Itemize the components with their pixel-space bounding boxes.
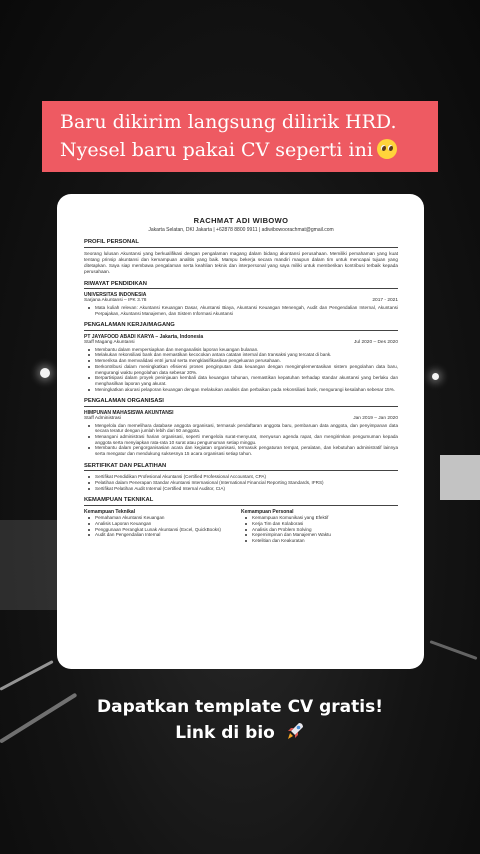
list-item: Audit dan Pengendalian Internal bbox=[84, 532, 235, 538]
education-bullets bbox=[84, 305, 398, 316]
company-name: PT JAYAFOOD ABADI KARYA – Jakarta, Indonesia bbox=[84, 333, 204, 340]
list-item: Ketelitian dan Keakuratan bbox=[241, 538, 392, 544]
list-item: Analisis Laporan Keuangan bbox=[84, 521, 235, 527]
background-building bbox=[440, 455, 480, 500]
section-heading-certificates: SERTIFIKAT DAN PELATIHAN bbox=[84, 463, 398, 472]
education-row bbox=[84, 298, 398, 304]
list-item: Pemahaman Akuntansi Keuangan bbox=[84, 515, 235, 521]
list-item: Mengelola dan memelihara database anggota organisasi, termasuk pendaftaran anggota baru, pembaruan data anggota, dan penyimpanan data secara teratur dengan jumlah lebih dari 50 anggota. bbox=[84, 423, 398, 434]
list-item: Kepemimpinan dan Manajemen Waktu bbox=[241, 532, 392, 538]
section-heading-education: RIWAYAT PENDIDIKAN bbox=[84, 281, 398, 290]
list-item: Pelatihan dalam Penerapan Standar Akuntansi Internasional (International Financial Reporting Standards, IFRS) bbox=[84, 480, 398, 486]
degree: Sarjana Akuntansi – IPK 3.78 bbox=[84, 298, 147, 304]
job-dates: Jul 2020 – Des 2020 bbox=[353, 339, 398, 345]
skills-columns bbox=[84, 509, 398, 544]
technical-skills bbox=[84, 509, 241, 544]
organization-row bbox=[84, 416, 398, 422]
call-to-action bbox=[0, 694, 480, 749]
list-item: Kerja Tim dan Kolaborasi bbox=[241, 521, 392, 527]
section-heading-skills: KEMAMPUAN TEKNIKAL bbox=[84, 497, 398, 506]
list-item: Melakukan rekonsiliasi bank dan memastikan kecocokan antara catatan internal dan transaksi yang tercatat di bank. bbox=[84, 352, 398, 358]
list-item: Mata kuliah relevan: Akuntansi Keuangan Dasar, Akuntansi Biaya, Akuntansi Keuangan Menengah, Audit dan Pengendalian Internal, Akuntansi Perpajakan, Akuntansi Manajemen, dan Sistem Informasi Akuntansi bbox=[84, 305, 398, 316]
headline-line-1: Baru dikirim langsung dilirik HRD. bbox=[60, 111, 397, 133]
cta-line-2: Link di bio bbox=[0, 720, 480, 749]
light-streak bbox=[0, 660, 54, 691]
section-heading-profile: PROFIL PERSONAL bbox=[84, 239, 398, 248]
experience-bullets bbox=[84, 347, 398, 393]
list-item: Berpartisipasi dalam proyek peninjauan kembali data keuangan tahunan, memastikan kepatuhan terhadap standar akuntansi yang berlaku dan menghasilkan laporan yang akurat. bbox=[84, 375, 398, 386]
headline-line-2: Nyesel baru pakai CV seperti ini bbox=[60, 136, 430, 164]
list-item: Berkontribusi dalam meningkatkan efisiensi proses penginputan data keuangan dengan mengimplementasikan sistem pengolahan data baru, mengurangi waktu pengolahan data sebesar 20%. bbox=[84, 364, 398, 375]
personal-skills bbox=[241, 509, 398, 544]
organization-bullets bbox=[84, 423, 398, 457]
list-item: Kemampuan Komunikasi yang Efektif bbox=[241, 515, 392, 521]
organization-dates: Jan 2019 – Jan 2020 bbox=[353, 415, 398, 421]
organization-role: Staff Administrasi bbox=[84, 415, 121, 421]
list-item: Membantu dalam pengorganisasian acara dan kegiatan organisasi, termasuk pengaturan tempat, peralatan, dan kebutuhan administratif lainnya serta mengatur dan mendukung suksesnya 15 acara organisasi setiap tahun. bbox=[84, 445, 398, 456]
cv-document bbox=[57, 194, 424, 669]
cv-contact: Jakarta Selatan, DKI Jakarta | +62878 8800 9911 | adiwibowoorachmat@gmail.com bbox=[148, 227, 334, 233]
cv-name: RACHMAT ADI WIBOWO bbox=[193, 216, 289, 225]
school-name: UNIVERSITAS INDONESIA bbox=[84, 292, 147, 299]
rocket-icon bbox=[285, 721, 305, 749]
street-lamp bbox=[40, 368, 50, 378]
background-building bbox=[0, 520, 60, 610]
personal-skills-title: Kemampuan Personal bbox=[241, 508, 294, 515]
organization-name: HIMPUNAN MAHASISWA AKUNTANSI bbox=[84, 409, 174, 416]
section-heading-organization: PENGALAMAN ORGANISASI bbox=[84, 398, 398, 407]
list-item: Sertifikat Pelatihan Audit Internal (Certified Internal Auditor, CIA) bbox=[84, 486, 398, 492]
list-item: Menangani administrasi harian organisasi, seperti mengelola surat-menyurat, menyusun agenda rapat, dan mengirimkan pengumuman kepada anggota serta menyiapkan rata-rata 10 surat atau pengumuman setiap minggu. bbox=[84, 434, 398, 445]
cta-line-1: Dapatkan template CV gratis! bbox=[97, 697, 383, 717]
light-streak bbox=[429, 640, 477, 660]
job-role: Staff Magang Akuntansi bbox=[84, 339, 135, 345]
list-item: Memeriksa dan memvalidasi entri jurnal serta mengklasifikasikan pengeluaran perusahaan. bbox=[84, 358, 398, 364]
education-years: 2017 - 2021 bbox=[372, 298, 398, 304]
list-item: Penggunaan Perangkat Lunak Akuntansi (Excel, QuickBooks) bbox=[84, 527, 235, 533]
experience-row bbox=[84, 340, 398, 346]
technical-skills-title: Kemampuan Teknikal bbox=[84, 508, 136, 515]
profile-text: Seorang lulusan Akuntansi yang berkualifikasi dengan pengalaman magang dalam bidang akuntansi perusahaan. Memiliki pemahaman yang kuat tentang prinsip akuntansi dan kemampuan analitis yang baik. Mampu bekerja secara mandiri maupun dalam tim untuk mencapai tujuan yang ditetapkan. Saya siap membawa pengalaman serta keahlian teknis dan interpersonal yang saya miliki untuk memberikan kontribusi terbaik kepada perusahaan. bbox=[84, 250, 398, 274]
list-item: Sertifikat Pendidikan Profesional Akuntansi (Certified Professional Accountant, CPA) bbox=[84, 474, 398, 480]
street-lamp bbox=[432, 373, 439, 380]
section-heading-experience: PENGALAMAN KERJA/MAGANG bbox=[84, 322, 398, 331]
list-item: Membantu dalam mempersiapkan dan menganalisis laporan keuangan bulanan. bbox=[84, 347, 398, 353]
certificate-bullets bbox=[84, 474, 398, 491]
list-item: Meningkatkan akurasi pelaporan keuangan dengan melakukan analisis dan perbaikan pada rekonsiliasi bank, mengurangi kesalahan sebesar 15%. bbox=[84, 387, 398, 393]
list-item: Analisis dan Problem Solving bbox=[241, 527, 392, 533]
pleading-face-icon bbox=[377, 139, 397, 159]
headline-banner bbox=[42, 101, 438, 172]
